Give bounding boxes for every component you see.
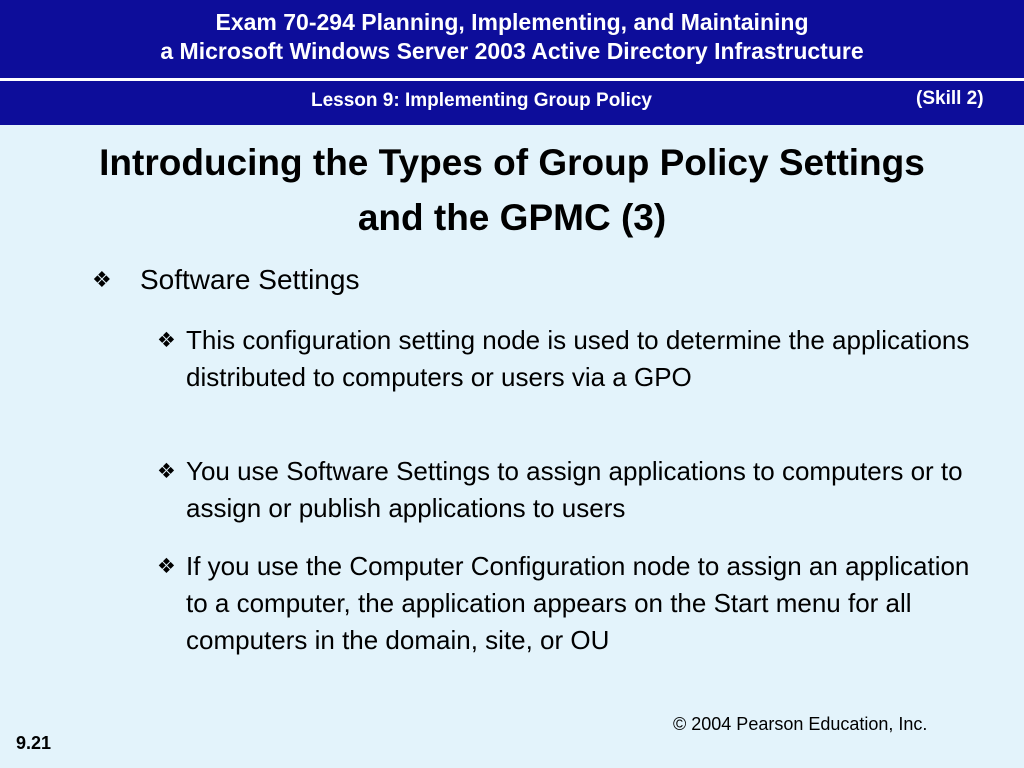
skill-label: (Skill 2): [916, 88, 984, 109]
bullet-level-2: [157, 548, 986, 659]
bullet-level-1: [92, 264, 359, 296]
bullet-level-2: [157, 322, 986, 396]
slide-title-line-1: Introducing the Types of Group Policy Settings: [99, 142, 925, 183]
lesson-bar: [0, 81, 1024, 125]
diamond-bullet-icon: ❖: [157, 555, 176, 578]
bullet-level-2-text: This configuration setting node is used to determine the applications distributed to computers or users via a GPO: [186, 325, 970, 392]
bullet-level-2-text: You use Software Settings to assign applications to computers or to assign or publish applications to users: [186, 456, 963, 523]
exam-title-line-1: Exam 70-294 Planning, Implementing, and Maintaining: [215, 9, 809, 35]
slide-title: [0, 135, 1024, 245]
exam-header: [0, 0, 1024, 78]
exam-title-line-2: a Microsoft Windows Server 2003 Active Directory Infrastructure: [160, 38, 864, 64]
diamond-bullet-icon: ❖: [157, 329, 176, 352]
diamond-bullet-icon: ❖: [92, 267, 112, 292]
bullet-level-2-text: If you use the Computer Configuration node to assign an application to a computer, the application appears on the Start menu for all computers in the domain, site, or OU: [186, 551, 970, 655]
slide-title-line-2: and the GPMC (3): [357, 197, 667, 238]
page-number: 9.21: [16, 733, 52, 753]
bullet-level-1-text: Software Settings: [140, 264, 360, 295]
lesson-title: Lesson 9: Implementing Group Policy: [311, 90, 652, 111]
diamond-bullet-icon: ❖: [157, 460, 176, 483]
bullet-level-2: [157, 453, 986, 527]
copyright-notice: © 2004 Pearson Education, Inc.: [673, 714, 928, 734]
